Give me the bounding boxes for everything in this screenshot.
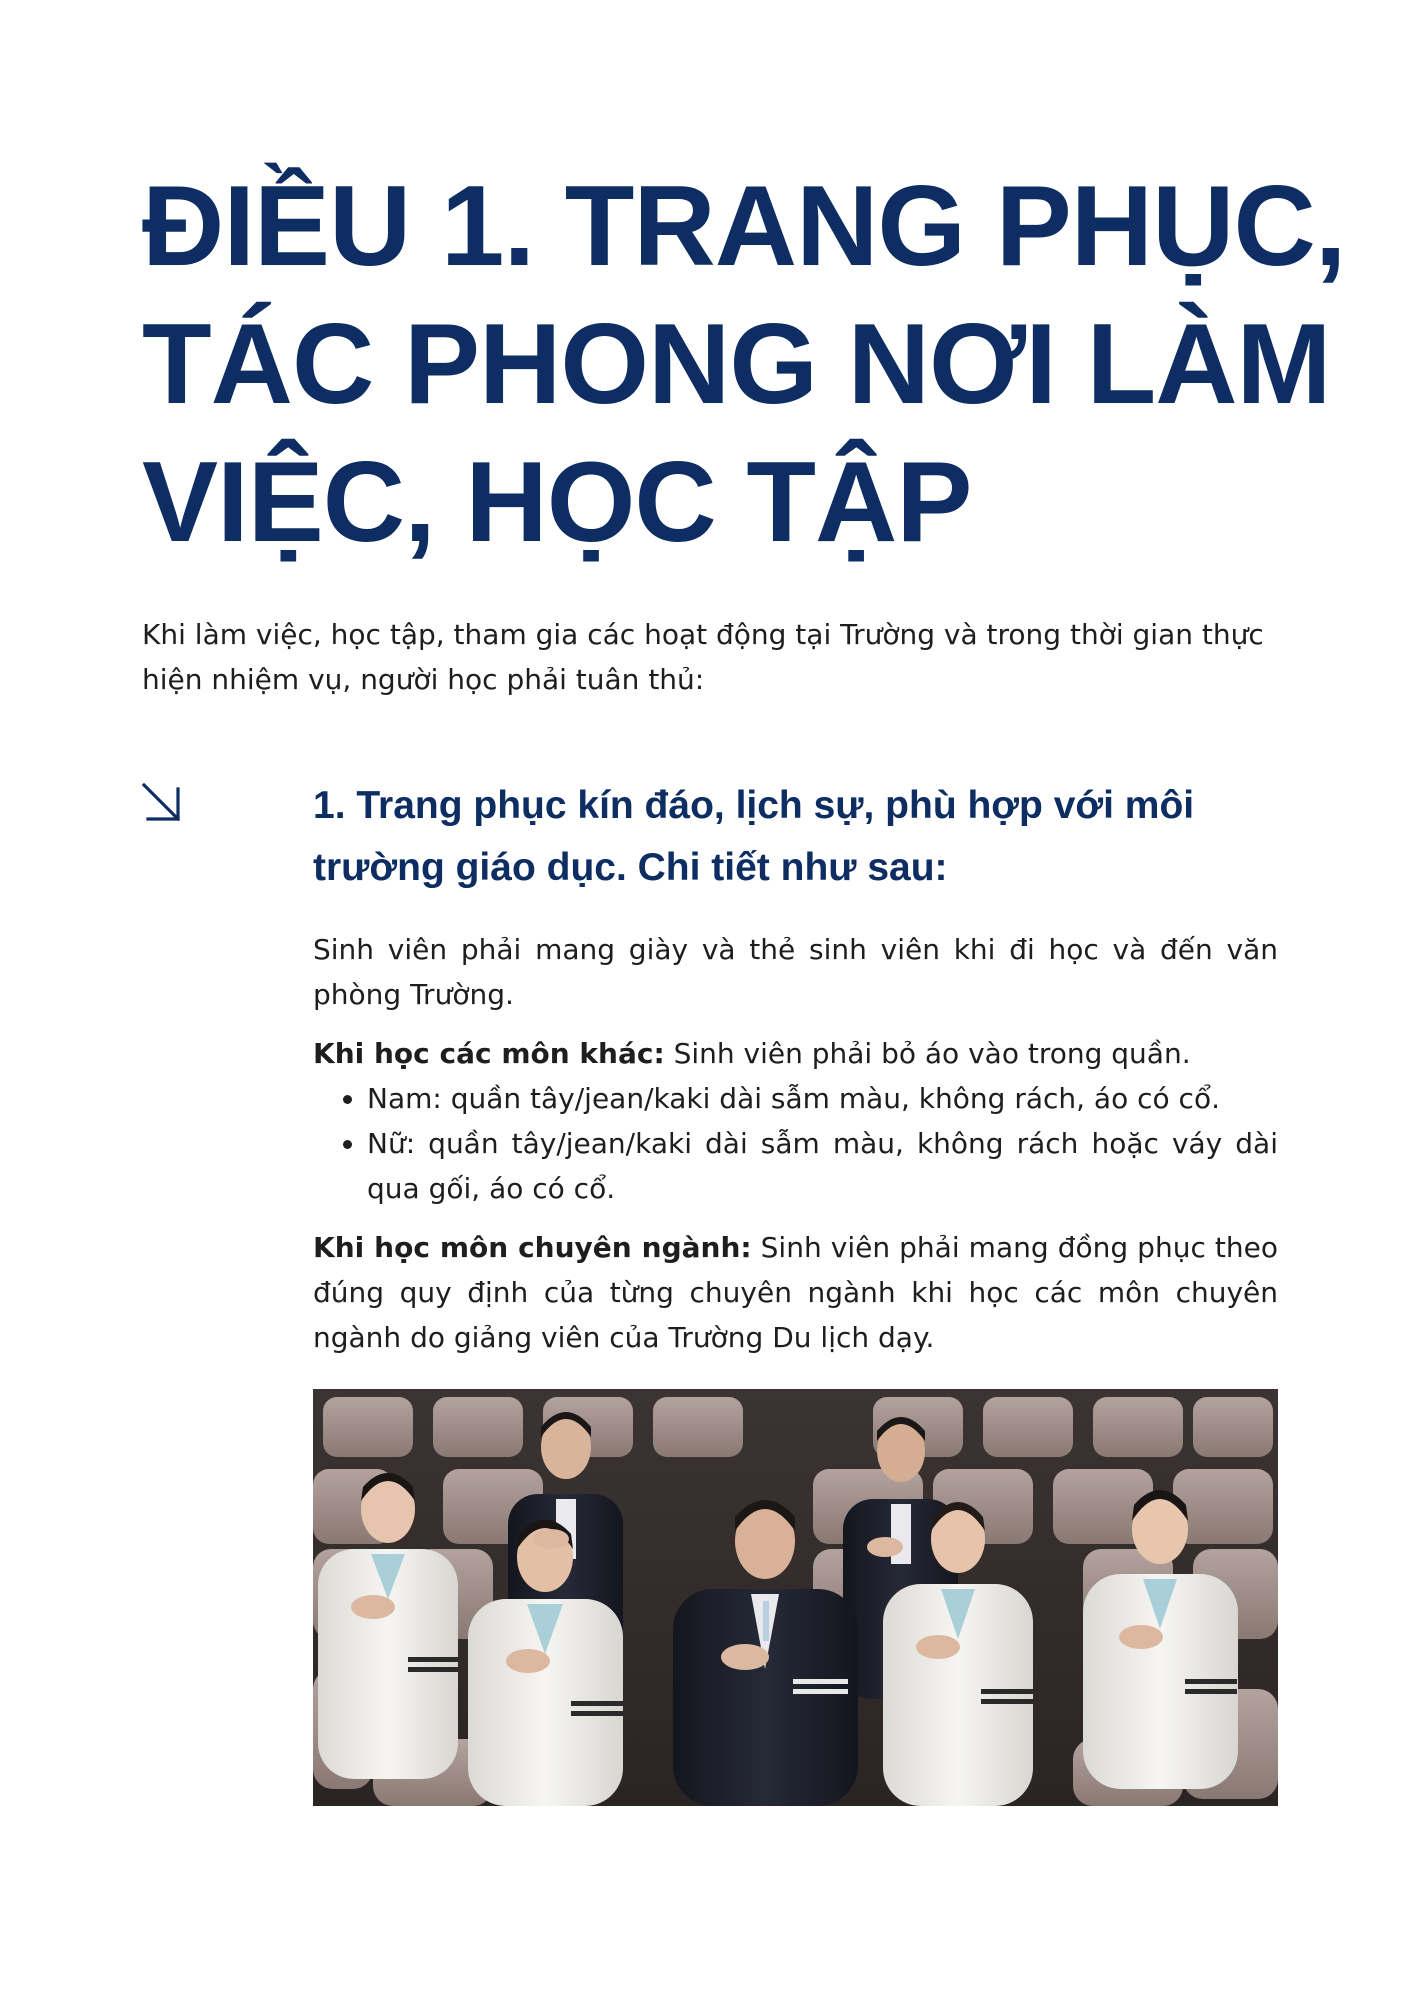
major-subjects-text: Sinh viên phải mang đồng phục theo đúng quy định của từng chuyên ngành khi học các môn chuyên ngành do giảng viên của Trường Du lịch dạy. — [313, 1231, 1278, 1354]
list-item-female: • Nữ: quần tây/jean/kaki dài sẫm màu, không rách hoặc váy dài qua gối, áo có cổ. — [367, 1121, 1278, 1211]
other-subjects-paragraph — [313, 1031, 1278, 1076]
arrow-down-right-icon — [140, 781, 188, 829]
dress-code-list — [313, 1076, 1278, 1211]
major-subjects-label: Khi học môn chuyên ngành: — [313, 1231, 752, 1264]
shoes-card-paragraph: Sinh viên phải mang giày và thẻ sinh viên khi đi học và đến văn phòng Trường. — [313, 933, 1278, 1011]
students-uniform-photo — [313, 1389, 1278, 1806]
page-title — [142, 158, 1346, 572]
other-subjects-label: Khi học các môn khác: — [313, 1037, 665, 1070]
section-heading: 1. Trang phục kín đáo, lịch sự, phù hợp với môi trường giáo dục. Chi tiết như sau: — [313, 784, 1195, 889]
other-subjects-text: Sinh viên phải bỏ áo vào trong quần. — [664, 1037, 1191, 1070]
title-line-3: VIỆC, HỌC TẬP — [142, 439, 972, 566]
major-subjects-paragraph — [313, 1225, 1278, 1360]
intro-paragraph: Khi làm việc, học tập, tham gia các hoạt động tại Trường và trong thời gian thực hiện nhiệm vụ, người học phải tuân thủ: — [142, 618, 1264, 696]
title-line-2: TÁC PHONG NƠI LÀM — [142, 301, 1331, 428]
section-1 — [313, 775, 1278, 1360]
title-line-1: ĐIỀU 1. TRANG PHỤC, — [142, 163, 1346, 290]
list-item-male: • Nam: quần tây/jean/kaki dài sẫm màu, không rách, áo có cổ. — [367, 1076, 1278, 1121]
